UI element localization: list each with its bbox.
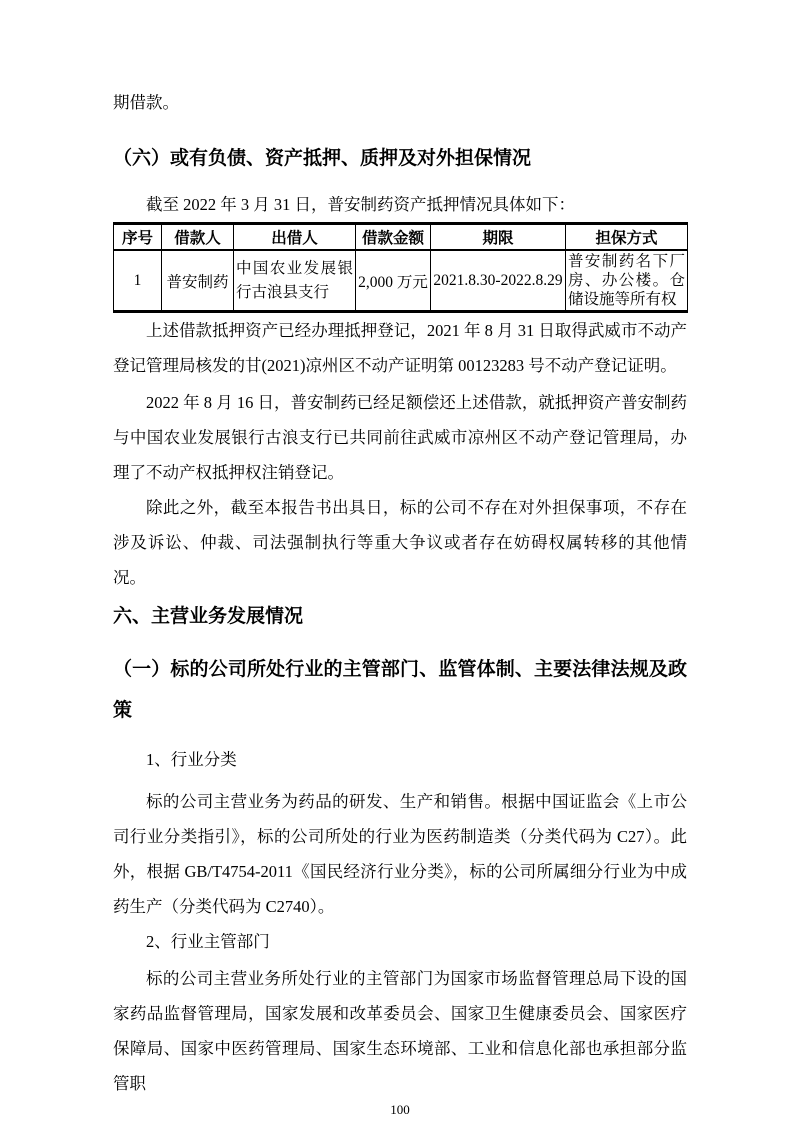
table-row: [114, 250, 688, 312]
cell-guarantee: 普安制药名下厂房、办公楼。仓储设施等所有权: [566, 250, 688, 312]
cell-lender: 中国农业发展银行古浪县支行: [234, 250, 356, 312]
col-header-seq: 序号: [114, 224, 162, 251]
continuation-paragraph: 期借款。: [113, 93, 179, 112]
subsection-heading-regulators-laws: （一）标的公司所处行业的主管部门、监管体制、主要法律法规及政策: [113, 659, 687, 721]
paragraph-mortgage-registration: 上述借款抵押资产已经办理抵押登记，2021 年 8 月 31 日取得武威市不动产登记管理局核发的甘(2021)凉州区不动产证明第 00123283 号不动产登记证明。: [113, 321, 687, 375]
col-header-borrower: 借款人: [162, 224, 234, 251]
section-heading-contingent-liabilities: （六）或有负债、资产抵押、质押及对外担保情况: [113, 148, 532, 169]
mortgage-table-header: [114, 224, 688, 251]
item-heading-industry-regulator: 2、行业主管部门: [146, 932, 270, 951]
item-heading-industry-classification: 1、行业分类: [146, 750, 237, 769]
col-header-amount: 借款金额: [356, 224, 431, 251]
cell-term: 2021.8.30-2022.8.29: [431, 250, 566, 312]
paragraph-repayment: 2022 年 8 月 16 日，普安制药已经足额偿还上述借款，就抵押资产普安制药与中国农业发展银行古浪支行已共同前往武威市凉州区不动产登记管理局，办理了不动产权抵押权注销登记。: [113, 393, 687, 482]
cell-seq: 1: [114, 250, 162, 312]
col-header-term: 期限: [431, 224, 566, 251]
paragraph-industry-regulator: 标的公司主营业务所处行业的主管部门为国家市场监督管理总局下设的国家药品监督管理局，国家发展和改革委员会、国家卫生健康委员会、国家医疗保障局、国家中医药管理局、国家生态环境部、工业和信息化部也承担部分监管职: [113, 969, 687, 1093]
mortgage-table: [113, 222, 688, 313]
cell-amount: 2,000 万元: [356, 250, 431, 312]
col-header-lender: 出借人: [234, 224, 356, 251]
page-number: 100: [390, 1102, 410, 1117]
paragraph-no-guarantee: 除此之外，截至本报告书出具日，标的公司不存在对外担保事项，不存在涉及诉讼、仲裁、司法强制执行等重大争议或者存在妨碍权属转移的其他情况。: [113, 498, 687, 587]
col-header-guarantee: 担保方式: [566, 224, 688, 251]
cell-borrower: 普安制药: [162, 250, 234, 312]
paragraph-industry-classification: 标的公司主营业务为药品的研发、生产和销售。根据中国证监会《上市公司行业分类指引》，标的公司所处的行业为医药制造类（分类代码为 C27）。此外，根据 GB/T4754-2011《国民经济行业分类》，标的公司所属细分行业为中成药生产（分类代码为 C2740）。: [113, 792, 687, 916]
table-header-row: [114, 224, 688, 251]
chapter-heading-main-business: 六、主营业务发展情况: [113, 606, 304, 627]
mortgage-intro-paragraph: 截至 2022 年 3 月 31 日，普安制药资产抵押情况具体如下：: [146, 195, 575, 214]
